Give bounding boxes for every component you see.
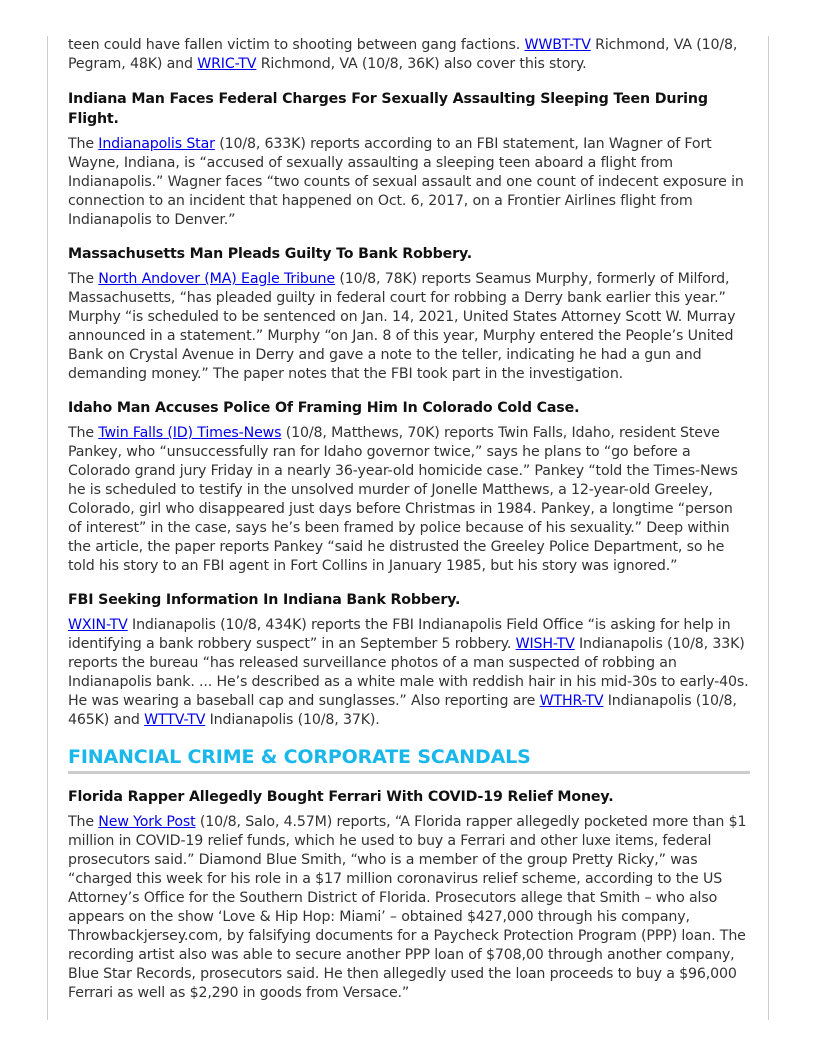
article-title: Florida Rapper Allegedly Bought Ferrari With COVID-19 Relief Money. (68, 789, 614, 805)
body-text: Indianapolis (10/8, 37K). (205, 712, 380, 728)
section-financial-crime (68, 744, 750, 1003)
body-text: The (68, 136, 99, 152)
intro-paragraph (68, 36, 750, 74)
body-text: teen could have fallen victim to shooting between gang factions. (68, 37, 525, 53)
body-text: Richmond, VA (10/8, Pegram, 48K) and (68, 37, 738, 72)
article (68, 787, 750, 1003)
article-body (68, 270, 750, 384)
article-body (68, 616, 750, 730)
body-text: The (68, 271, 99, 287)
body-text: Indianapolis (10/8, 465K) and (68, 693, 737, 728)
article (68, 398, 750, 576)
source-link[interactable]: WXIN-TV (68, 617, 128, 633)
source-link[interactable]: Twin Falls (ID) Times-News (98, 425, 282, 441)
source-link[interactable]: WRIC-TV (197, 56, 257, 72)
article-title: Idaho Man Accuses Police Of Framing Him In Colorado Cold Case. (68, 400, 580, 416)
section-heading: FINANCIAL CRIME & CORPORATE SCANDALS (68, 744, 750, 774)
article-list (68, 89, 750, 730)
source-link[interactable]: WWBT-TV (524, 37, 591, 53)
body-text: Indianapolis (10/8, 33K) reports the bureau “has released surveillance photos of a man suspected of robbing an Indianapolis bank. ... He’s described as a white male with reddish hair in his mid-30s to early-40s. He was wearing a baseball cap and sunglasses.” Also reporting are (68, 636, 749, 709)
source-link[interactable]: Indianapolis Star (98, 136, 215, 152)
body-text: (10/8, 78K) reports Seamus Murphy, formerly of Milford, Massachusetts, “has pleaded guilty in federal court for robbing a Derry bank earlier this year.” Murphy “is scheduled to be sentenced on Jan. 14, 2021, United States Attorney Scott W. Murray announced in a statement.” Murphy “on Jan. 8 of this year, Murphy entered the People’s United Bank on Crystal Avenue in Derry and gave a note to the teller, indicating he had a gun and demanding money.” The paper notes that the FBI took part in the investigation. (68, 271, 736, 382)
source-link[interactable]: New York Post (98, 814, 196, 830)
article (68, 590, 750, 730)
body-text: Indianapolis (10/8, 434K) reports the FBI Indianapolis Field Office “is asking for help in identifying a bank robbery suspect” in an September 5 robbery. (68, 617, 731, 652)
article-title: FBI Seeking Information In Indiana Bank Robbery. (68, 592, 461, 608)
source-link[interactable]: WTTV-TV (144, 712, 206, 728)
body-text: Richmond, VA (10/8, 36K) also cover this story. (256, 56, 587, 72)
newsletter-content (68, 36, 750, 1017)
article-title: Indiana Man Faces Federal Charges For Sexually Assaulting Sleeping Teen During Flight. (68, 91, 708, 127)
article-body (68, 135, 750, 230)
body-text: The (68, 425, 99, 441)
article (68, 244, 750, 384)
body-text: (10/8, Matthews, 70K) reports Twin Falls, Idaho, resident Steve Pankey, who “unsuccessfully ran for Idaho governor twice,” says he plans to “go before a Colorado grand jury Friday in a nearly 36-year-old homicide case.” Pankey “told the Times-News he is scheduled to testify in the unsolved murder of Jonelle Matthews, a 12-year-old Greeley, Colorado, girl who disappeared just days before Christmas in 1984. Pankey, a longtime “person of interest” in the case, says he’s been framed by police because of his sexuality.” Deep within the article, the paper reports Pankey “said he distrusted the Greeley Police Department, so he told his story to an FBI agent in Fort Collins in January 1985, but his story was ignored.” (68, 425, 738, 574)
article-title: Massachusetts Man Pleads Guilty To Bank Robbery. (68, 246, 473, 262)
article-body (68, 424, 750, 576)
section-article-list (68, 787, 750, 1003)
article-body (68, 813, 750, 1003)
article (68, 89, 750, 230)
source-link[interactable]: WISH-TV (515, 636, 575, 652)
source-link[interactable]: WTHR-TV (539, 693, 604, 709)
body-text: (10/8, Salo, 4.57M) reports, “A Florida rapper allegedly pocketed more than $1 million in COVID-19 relief funds, which he used to buy a Ferrari and other luxe items, federal prosecutors said.” Diamond Blue Smith, “who is a member of the group Pretty Ricky,” was “charged this week for his role in a $17 million coronavirus relief scheme, according to the US Attorney’s Office for the Southern District of Florida. Prosecutors allege that Smith – who also appears on the show ‘Love & Hip Hop: Miami’ – obtained $427,000 through his company, Throwbackjersey.com, by falsifying documents for a Paycheck Protection Program (PPP) loan. The recording artist also was able to secure another PPP loan of $708,00 through another company, Blue Star Records, prosecutors said. He then allegedly used the loan proceeds to buy a $96,000 Ferrari as well as $2,290 in goods from Versace.” (68, 814, 747, 1001)
body-text: (10/8, 633K) reports according to an FBI statement, Ian Wagner of Fort Wayne, Indiana, is “accused of sexually assaulting a sleeping teen aboard a flight from Indianapolis.” Wagner faces “two counts of sexual assault and one count of indecent exposure in connection to an incident that happened on Oct. 6, 2017, on a Frontier Airlines flight from Indianapolis to Denver.” (68, 136, 744, 228)
body-text: The (68, 814, 99, 830)
source-link[interactable]: North Andover (MA) Eagle Tribune (98, 271, 335, 287)
